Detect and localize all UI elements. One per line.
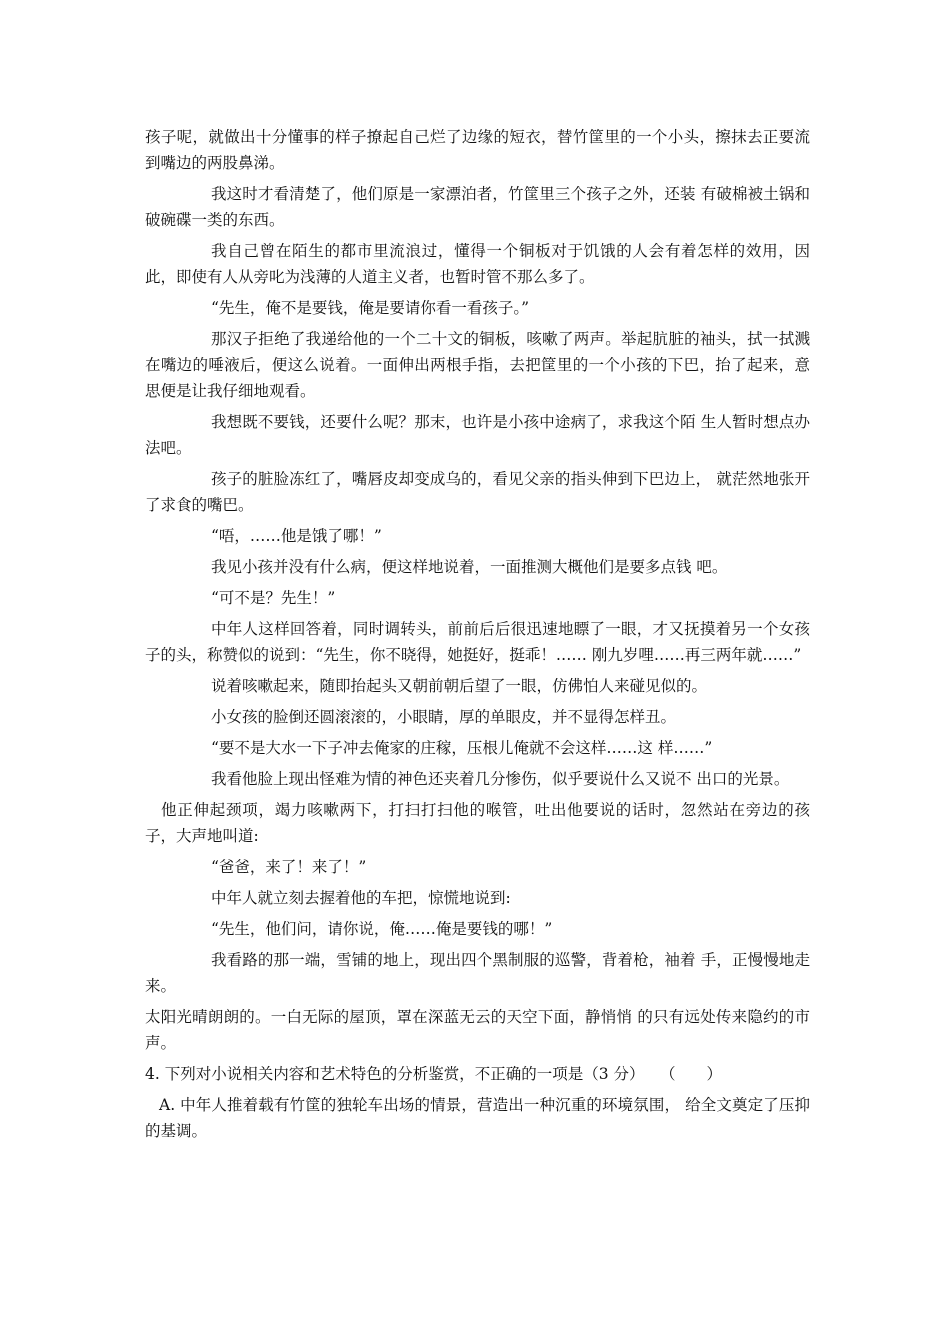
paragraph: “要不是大水一下子冲去俺家的庄稼，压根儿俺就不会这样……这 样……” [211,739,713,757]
paragraph: “先生，他们问，请你说，俺……俺是要钱的哪！” [211,920,553,938]
paragraph: 说着咳嗽起来，随即抬起头又朝前朝后望了一眼，仿佛怕人来碰见似的。 [211,677,708,695]
paragraph: 中年人就立刻去握着他的车把，惊慌地说到: [211,889,511,907]
paragraph: 我看他脸上现出怪难为情的神色还夹着几分惨伤，似乎要说什么又说不 出口的光景。 [211,770,790,788]
option-a: A. 中年人推着载有竹筐的独轮车出场的情景，营造出一种沉重的环境氛围， 给全文奠定了压抑的基调。 [145,1096,810,1140]
paragraph: 小女孩的脸倒还圆滚滚的，小眼睛，厚的单眼皮，并不显得怎样丑。 [211,708,677,726]
paragraph: 我自己曾在陌生的都市里流浪过，懂得一个铜板对于饥饿的人会有着怎样的效用，因此，即使有人从旁叱为浅薄的人道主义者，也暂时管不那么多了。 [145,242,810,286]
paragraph: 他正伸起颈项，竭力咳嗽两下，打扫打扫他的喉管，吐出他要说的话时，忽然站在旁边的孩子，大声地叫道: [145,801,810,845]
paragraph: 我想既不要钱，还要什么呢？那末，也许是小孩中途病了，求我这个陌 生人暂时想点办法吧。 [145,413,810,457]
paragraph: 那汉子拒绝了我递给他的一个二十文的铜板，咳嗽了两声。举起肮脏的袖头，拭一拭溅在嘴边的唾液后，便这么说着。一面伸出两根手指，去把筐里的一个小孩的下巴，抬了起来，意思便是让我仔细地观看。 [145,330,810,400]
paragraph: “先生，俺不是要钱，俺是要请你看一看孩子。” [211,299,530,317]
paragraph: 我看路的那一端，雪铺的地上，现出四个黑制服的巡警，背着枪，袖着 手，正慢慢地走来。 [145,951,810,995]
question-stem: 4. 下列对小说相关内容和艺术特色的分析鉴赏，不正确的一项是（3 分） （ ） [145,1065,723,1083]
paragraph: 我见小孩并没有什么病，便这样地说着，一面推测大概他们是要多点钱 吧。 [211,558,728,576]
document-body [145,124,810,1149]
paragraph: 孩子呢，就做出十分懂事的样子撩起自己烂了边缘的短衣，替竹筐里的一个小头，擦抹去正要流到嘴边的两股鼻涕。 [145,128,810,172]
paragraph: 太阳光晴朗朗的。一白无际的屋顶，罩在深蓝无云的天空下面，静悄悄 的只有远处传来隐约的市声。 [145,1008,810,1052]
paragraph: 孩子的脏脸冻红了，嘴唇皮却变成乌的，看见父亲的指头伸到下巴边上， 就茫然地张开了求食的嘴巴。 [145,470,810,514]
paragraph: “爸爸，来了！来了！” [211,858,367,876]
paragraph: 中年人这样回答着，同时调转头，前前后后很迅速地瞟了一眼，才又抚摸着另一个女孩子的头，称赞似的说到：“先生，你不晓得，她挺好，挺乖！…… 刚九岁哩……再三两年就……” [145,620,810,664]
paragraph: 我这时才看清楚了，他们原是一家漂泊者，竹筐里三个孩子之外，还装 有破棉被土锅和破碗碟一类的东西。 [145,185,810,229]
paragraph: “唔，……他是饿了哪！” [211,527,382,545]
paragraph: “可不是？先生！” [211,589,336,607]
